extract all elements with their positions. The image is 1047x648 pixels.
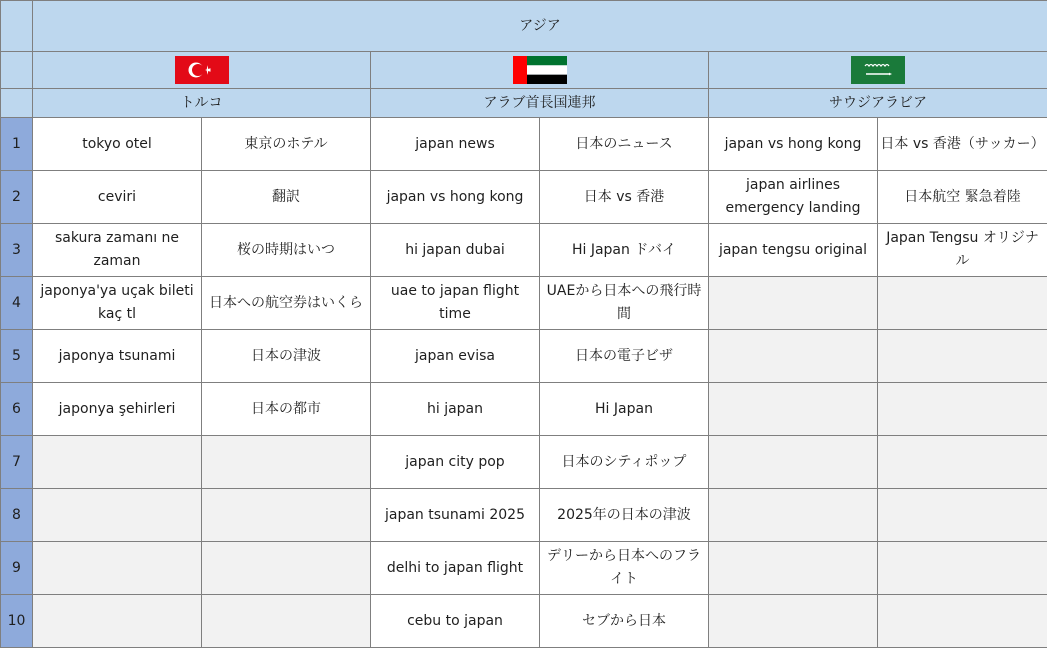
turkey-translation-cell: 桜の時期はいつ xyxy=(202,224,371,277)
saudi-translation-cell xyxy=(878,383,1047,436)
row-number: 9 xyxy=(1,542,33,595)
turkey-keyword-cell xyxy=(33,489,202,542)
turkey-keyword-cell: japonya'ya uçak bileti kaç tl xyxy=(33,277,202,330)
corner-cell xyxy=(1,89,33,118)
uae-keyword-cell: hi japan dubai xyxy=(371,224,540,277)
uae-translation-cell: Hi Japan xyxy=(540,383,709,436)
saudi-translation-cell xyxy=(878,436,1047,489)
row-number: 2 xyxy=(1,171,33,224)
uae-translation-cell: デリーから日本へのフライト xyxy=(540,542,709,595)
row-number: 3 xyxy=(1,224,33,277)
uae-keyword-cell: uae to japan flight time xyxy=(371,277,540,330)
table-row xyxy=(1,118,1047,171)
turkey-translation-cell xyxy=(202,542,371,595)
turkey-keyword-cell: japonya tsunami xyxy=(33,330,202,383)
row-number: 8 xyxy=(1,489,33,542)
uae-translation-cell: 日本の電子ビザ xyxy=(540,330,709,383)
saudi-keyword-cell: japan tengsu original xyxy=(709,224,878,277)
saudi-keyword-cell xyxy=(709,436,878,489)
saudi-translation-cell: 日本 vs 香港（サッカー） xyxy=(878,118,1047,171)
saudi-keyword-cell xyxy=(709,277,878,330)
table-row xyxy=(1,224,1047,277)
saudi-keyword-cell xyxy=(709,595,878,648)
flag-cell-uae xyxy=(371,52,709,89)
uae-keyword-cell: hi japan xyxy=(371,383,540,436)
turkey-translation-cell: 東京のホテル xyxy=(202,118,371,171)
turkey-translation-cell xyxy=(202,595,371,648)
turkey-keyword-cell: tokyo otel xyxy=(33,118,202,171)
row-number: 5 xyxy=(1,330,33,383)
uae-keyword-cell: cebu to japan xyxy=(371,595,540,648)
uae-keyword-cell: japan tsunami 2025 xyxy=(371,489,540,542)
uae-keyword-cell: japan vs hong kong xyxy=(371,171,540,224)
region-header: アジア xyxy=(33,1,1047,52)
saudi-keyword-cell xyxy=(709,330,878,383)
corner-cell xyxy=(1,1,33,52)
row-number: 7 xyxy=(1,436,33,489)
saudi-translation-cell xyxy=(878,542,1047,595)
turkey-keyword-cell xyxy=(33,436,202,489)
saudi-translation-cell: Japan Tengsu オリジナル xyxy=(878,224,1047,277)
row-number: 4 xyxy=(1,277,33,330)
saudi-flag-icon xyxy=(851,56,905,84)
saudi-translation-cell xyxy=(878,489,1047,542)
row-number: 6 xyxy=(1,383,33,436)
turkey-keyword-cell: japonya şehirleri xyxy=(33,383,202,436)
uae-translation-cell: 日本のニュース xyxy=(540,118,709,171)
table-body xyxy=(1,1,1047,648)
uae-translation-cell: Hi Japan ドバイ xyxy=(540,224,709,277)
uae-keyword-cell: japan city pop xyxy=(371,436,540,489)
turkey-translation-cell xyxy=(202,489,371,542)
table-row xyxy=(1,277,1047,330)
corner-cell xyxy=(1,52,33,89)
row-number: 1 xyxy=(1,118,33,171)
table-row xyxy=(1,542,1047,595)
saudi-keyword-cell: japan airlines emergency landing xyxy=(709,171,878,224)
saudi-translation-cell: 日本航空 緊急着陸 xyxy=(878,171,1047,224)
country-name-uae: アラブ首長国連邦 xyxy=(371,89,709,118)
saudi-translation-cell xyxy=(878,330,1047,383)
country-name-turkey: トルコ xyxy=(33,89,371,118)
uae-translation-cell: UAEから日本への飛行時間 xyxy=(540,277,709,330)
saudi-keyword-cell: japan vs hong kong xyxy=(709,118,878,171)
uae-keyword-cell: japan evisa xyxy=(371,330,540,383)
turkey-keyword-cell xyxy=(33,542,202,595)
turkey-translation-cell: 日本の津波 xyxy=(202,330,371,383)
uae-translation-cell: 2025年の日本の津波 xyxy=(540,489,709,542)
turkey-translation-cell: 日本の都市 xyxy=(202,383,371,436)
uae-translation-cell: 日本 vs 香港 xyxy=(540,171,709,224)
turkey-keyword-cell: ceviri xyxy=(33,171,202,224)
turkey-flag-icon xyxy=(175,56,229,84)
uae-flag-icon xyxy=(513,56,567,84)
turkey-keyword-cell xyxy=(33,595,202,648)
table-row xyxy=(1,383,1047,436)
turkey-translation-cell xyxy=(202,436,371,489)
saudi-keyword-cell xyxy=(709,383,878,436)
uae-keyword-cell: japan news xyxy=(371,118,540,171)
country-name-saudi: サウジアラビア xyxy=(709,89,1047,118)
turkey-translation-cell: 日本への航空券はいくら xyxy=(202,277,371,330)
uae-translation-cell: セブから日本 xyxy=(540,595,709,648)
flag-cell-saudi xyxy=(709,52,1047,89)
table-row xyxy=(1,330,1047,383)
saudi-translation-cell xyxy=(878,277,1047,330)
turkey-translation-cell: 翻訳 xyxy=(202,171,371,224)
saudi-keyword-cell xyxy=(709,542,878,595)
turkey-keyword-cell: sakura zamanı ne zaman xyxy=(33,224,202,277)
flag-cell-turkey xyxy=(33,52,371,89)
uae-translation-cell: 日本のシティポップ xyxy=(540,436,709,489)
table-row xyxy=(1,436,1047,489)
row-number: 10 xyxy=(1,595,33,648)
table-row xyxy=(1,489,1047,542)
table-row xyxy=(1,595,1047,648)
saudi-keyword-cell xyxy=(709,489,878,542)
uae-keyword-cell: delhi to japan flight xyxy=(371,542,540,595)
saudi-translation-cell xyxy=(878,595,1047,648)
table-row xyxy=(1,171,1047,224)
